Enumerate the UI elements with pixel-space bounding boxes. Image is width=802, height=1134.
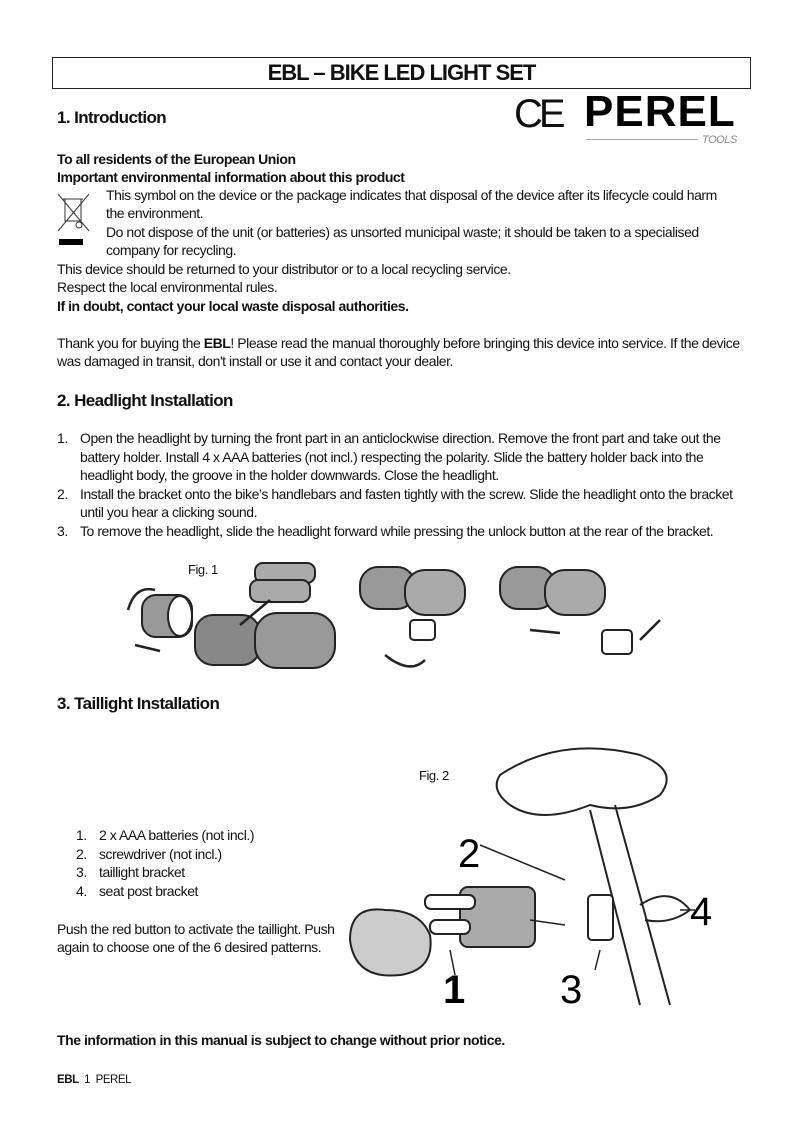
callout-2: 2	[458, 832, 480, 876]
fig2-label: Fig. 2	[419, 768, 449, 783]
step-number: 1.	[57, 430, 68, 446]
weee-text: company for recycling.	[106, 242, 237, 258]
weee-text: the environment.	[106, 205, 204, 221]
callout-1: 1	[443, 968, 465, 1012]
weee-text: This device should be returned to your distributor or to a local recycling service.	[57, 261, 511, 277]
weee-warning: If in doubt, contact your local waste disposal authorities.	[57, 298, 409, 314]
part-text: screwdriver (not incl.)	[99, 845, 222, 862]
part-number: 3.	[76, 864, 87, 880]
thanks-text: was damaged in transit, don't install or use it and contact your dealer.	[57, 353, 453, 369]
weee-text: Respect the local environmental rules.	[57, 279, 278, 295]
env-heading: Important environmental information about this product	[57, 169, 405, 185]
step-item	[57, 485, 757, 522]
section-heading-introduction: 1. Introduction	[57, 108, 167, 127]
change-notice: The information in this manual is subject to change without prior notice.	[57, 1032, 505, 1048]
taillight-instruction: Push the red button to activate the taillight. Push	[57, 921, 335, 937]
perel-logo: PEREL	[584, 87, 736, 136]
fig2-taillight-illustration	[340, 735, 740, 1015]
part-number: 1.	[76, 827, 87, 843]
step-text: To remove the headlight, slide the headlight forward while pressing the unlock button at the rear of the bracket.	[80, 522, 714, 539]
part-item	[76, 826, 376, 845]
part-number: 4.	[76, 882, 87, 899]
taillight-instruction: again to choose one of the 6 desired patterns.	[57, 939, 322, 955]
weee-bin-icon	[57, 193, 91, 253]
footer-brand: PEREL	[95, 1074, 132, 1086]
part-text: taillight bracket	[99, 864, 185, 880]
step-text: Install the bracket onto the bike’s handlebars and fasten tightly with the screw. Slide the headlight onto the bracket until you hear a clicking sound.	[80, 485, 733, 520]
weee-text: This symbol on the device or the package indicates that disposal of the device after its lifecycle could harm	[106, 187, 717, 203]
logo-area	[512, 87, 752, 148]
callout-3: 3	[560, 968, 582, 1012]
part-text: 2 x AAA batteries (not incl.)	[99, 827, 255, 843]
page-number: 1	[84, 1074, 91, 1086]
logo-rule	[586, 139, 698, 140]
page-footer	[57, 1071, 131, 1089]
part-text: seat post bracket	[99, 882, 198, 899]
step-text: Open the headlight by turning the front part in an anticlockwise direction. Remove the front part and take out the battery holder. Install 4 x AAA batteries (not incl.) respecting the polarity. Slide the battery holder back into the headlight body, the groove in the holder downwards. Close the headlight.	[80, 430, 721, 483]
section-heading-headlight: 2. Headlight Installation	[57, 391, 233, 410]
part-item	[76, 882, 376, 901]
document-title: EBL – BIKE LED LIGHT SET	[52, 57, 751, 89]
fig1-headlight-illustration	[120, 545, 670, 690]
ce-mark: CE	[514, 92, 562, 136]
taillight-parts-list	[76, 826, 376, 900]
step-item	[57, 522, 757, 541]
step-item	[57, 429, 757, 485]
thanks-product: EBL	[203, 335, 231, 351]
fig1-label: Fig. 1	[188, 562, 218, 577]
weee-text: Do not dispose of the unit (or batteries) as unsorted municipal waste; it should be taken to a specialised	[106, 224, 699, 240]
callout-4: 4	[690, 890, 712, 934]
footer-code: EBL	[57, 1074, 79, 1086]
step-number: 2.	[57, 485, 68, 502]
thanks-post: ! Please read the manual thoroughly before bringing this device into service. If the device	[230, 335, 740, 351]
part-item	[76, 863, 376, 882]
headlight-steps	[57, 429, 757, 540]
eu-heading: To all residents of the European Union	[57, 151, 296, 167]
section-heading-taillight: 3. Taillight Installation	[57, 694, 220, 713]
thanks-pre: Thank you for buying the	[57, 335, 204, 351]
logo-tools: TOOLS	[702, 134, 737, 146]
step-number: 3.	[57, 522, 68, 539]
thanks-text	[57, 334, 740, 352]
part-number: 2.	[76, 845, 87, 862]
part-item	[76, 845, 376, 864]
